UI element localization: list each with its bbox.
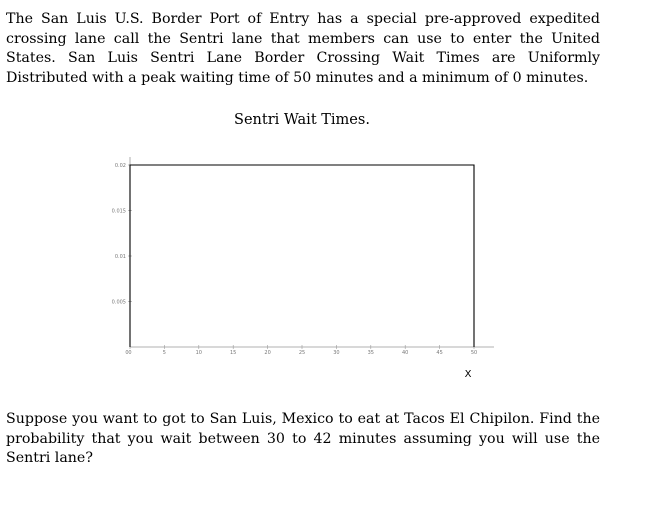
y-tick-label: 0.005 <box>111 299 126 306</box>
origin-label: 0 <box>125 350 129 356</box>
x-tick-label: 5 <box>162 350 166 356</box>
y-tick-label: 0.01 <box>114 254 126 260</box>
y-tick-label: 0.02 <box>114 163 126 169</box>
problem-question: Suppose you want to got to San Luis, Mexico to eat at Tacos El Chipilon. Find the probability that you wait between 30 to 42 minutes assuming you will use the Sentri lane? <box>6 411 600 466</box>
x-tick-label: 30 <box>333 350 340 356</box>
chart-title: Sentri Wait Times. <box>234 112 370 128</box>
x-tick-label: 35 <box>367 350 374 356</box>
density-line <box>130 165 474 347</box>
problem-intro: The San Luis U.S. Border Port of Entry has a special pre-approved expedited crossing lane call the Sentri lane that members can use to enter the United States. San Luis Sentri Lane Border Crossing Wait Times are Uniformly Distributed with a peak waiting time of 50 minutes and a minimum of 0 minutes. <box>6 11 600 86</box>
x-tick-label: 45 <box>436 350 443 356</box>
x-tick-label: 20 <box>264 350 271 356</box>
x-tick-label: 15 <box>230 350 237 356</box>
x-tick-label: 40 <box>402 350 409 356</box>
y-tick-label: 0.015 <box>111 208 126 215</box>
x-tick-label: 50 <box>470 350 478 356</box>
x-tick-label: 10 <box>195 350 202 356</box>
x-tick-label: 0 <box>128 350 132 356</box>
x-axis-label: X <box>464 369 472 380</box>
x-tick-label: 25 <box>298 350 306 356</box>
